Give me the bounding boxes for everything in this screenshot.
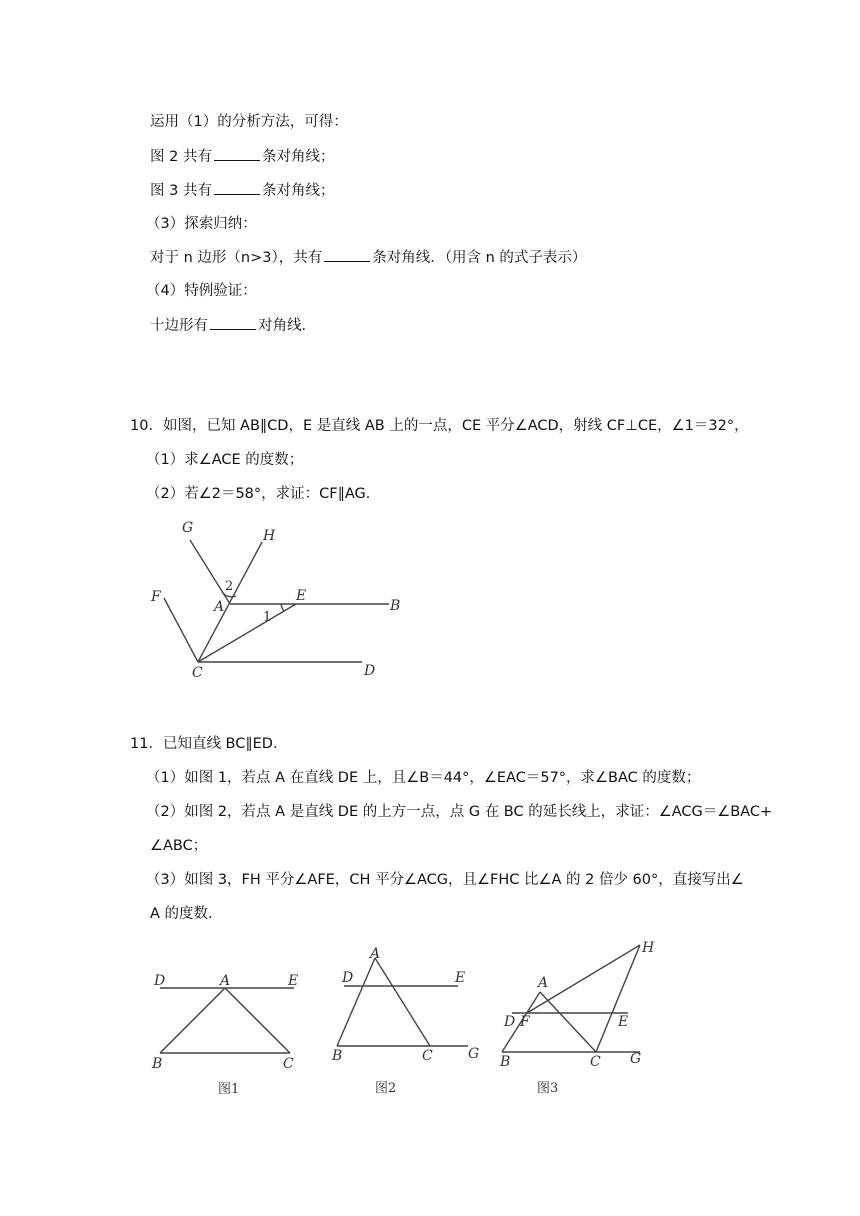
caption-fig2: 图2 [375,1081,397,1096]
q11-stem: 11．已知直线 BC∥ED． [130,736,288,752]
q9-intro: 运用（1）的分析方法，可得： [150,114,348,130]
label-G: G [630,1051,642,1067]
label-H: H [642,940,655,956]
label-angle-1: 1 [263,610,272,625]
label-A: A [370,946,381,962]
q11-sub3-line1: （3）如图 3，FH 平分∠AFE，CH 平分∠ACG，且∠FHC 比∠A 的 2 倍少 60°，直接写出∠ [146,872,744,888]
q10-stem: 10．如图，已知 AB∥CD，E 是直线 AB 上的一点，CE 平分∠ACD，射线 CF⊥CE，∠1＝32°， [130,418,749,434]
q9-fig2-post: 条对角线； [261,149,335,165]
q11-sub1: （1）如图 1，若点 A 在直线 DE 上，且∠B＝44°，∠EAC＝57°，求∠BAC 的度数； [146,770,701,786]
label-E: E [455,970,466,986]
label-H: H [263,528,276,544]
label-B: B [390,598,401,614]
q9-part4-title: （4）特例验证： [146,283,257,299]
label-D: D [504,1014,516,1030]
segment-AC [540,992,596,1052]
q11-sub2-line2: ∠ABC； [150,838,208,854]
q9-part3-post: 条对角线．（用含 n 的式子表示） [372,250,587,266]
label-G: G [182,520,194,536]
segment-CH [596,945,640,1052]
label-A: A [214,599,225,615]
q9-fig3-post: 条对角线； [261,183,335,199]
label-A: A [220,973,231,989]
caption-fig1: 图1 [218,1082,240,1097]
q11-sub2-line1: （2）如图 2，若点 A 是直线 DE 的上方一点，点 G 在 BC 的延长线上，求证：∠ACG＝∠BAC+ [146,804,773,820]
label-F: F [151,589,161,605]
q11-sub3-line2: A 的度数． [150,906,223,922]
q10-sub2: （2）若∠2＝58°，求证：CF∥AG． [146,486,381,502]
label-E: E [296,588,307,604]
label-D: D [364,663,376,679]
q9-fig3-pre: 图 3 共有 [150,183,212,199]
q9-part4-post: 对角线． [258,318,316,334]
label-F: F [520,1014,530,1030]
label-D: D [342,970,354,986]
q9-part3-pre: 对于 n 边形（n>3），共有 [150,250,323,266]
q9-part4-pre: 十边形有 [150,318,208,334]
q9-part3-title: （3）探索归纳： [146,216,257,232]
q10-sub1: （1）求∠ACE 的度数； [146,452,304,468]
label-B: B [152,1056,163,1072]
label-C: C [283,1056,294,1072]
label-C: C [192,665,203,681]
label-G: G [468,1046,480,1062]
label-D: D [154,973,166,989]
label-A: A [538,975,549,991]
label-C: C [422,1048,433,1064]
q9-fig2-pre: 图 2 共有 [150,149,212,165]
label-B: B [332,1048,343,1064]
label-B: B [500,1054,511,1070]
label-E: E [618,1014,629,1030]
caption-fig3: 图3 [537,1081,559,1096]
label-C: C [590,1054,601,1070]
label-angle-2: 2 [225,579,234,594]
label-E: E [288,973,299,989]
